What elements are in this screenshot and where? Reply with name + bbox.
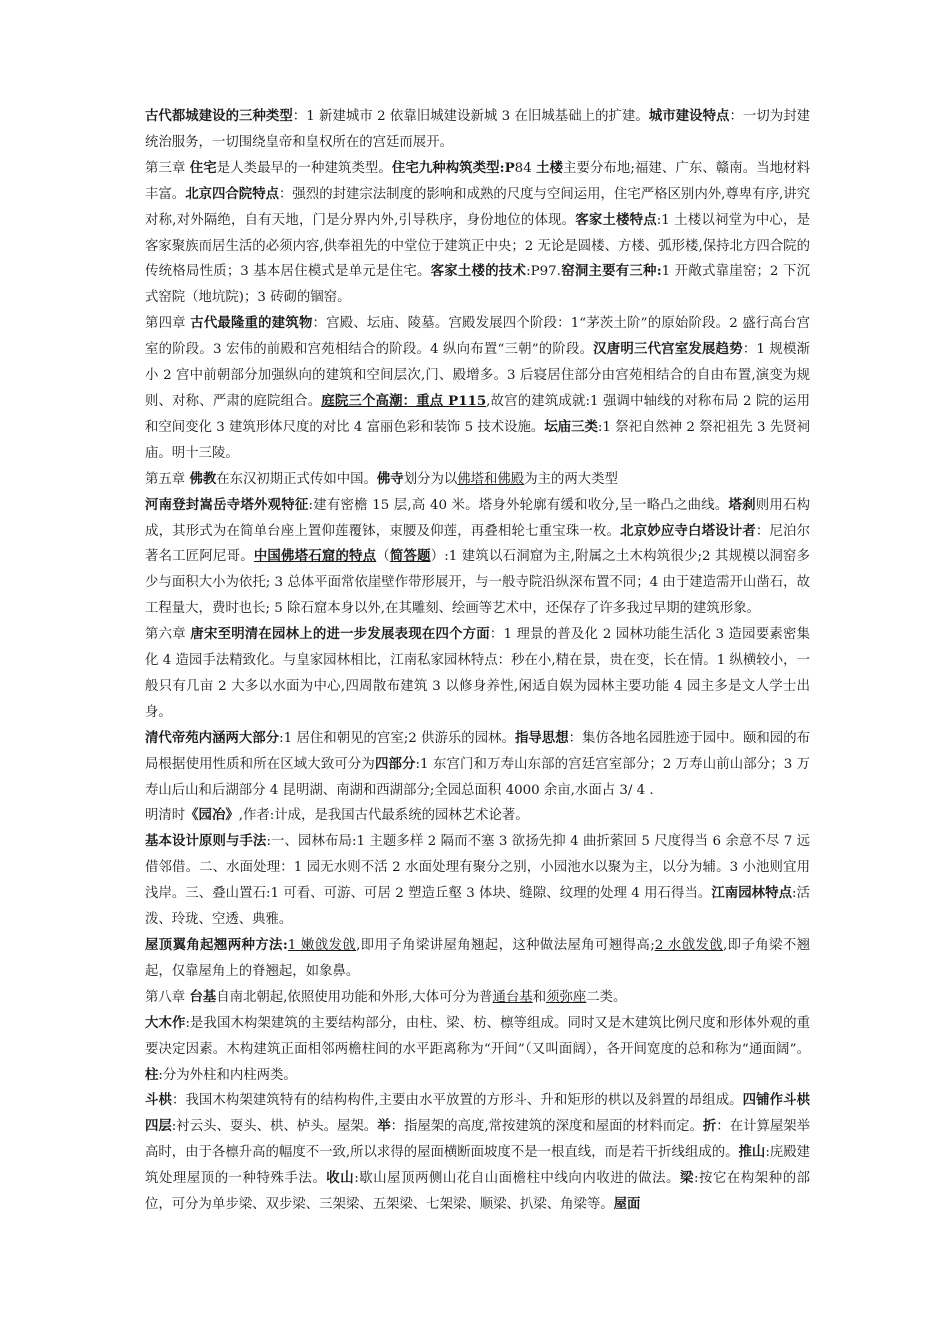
text-run: 第六章	[145, 627, 191, 643]
text-run: 和	[532, 989, 547, 1005]
text-run: 明清时	[145, 808, 186, 824]
text-run: :按它在构架种的部位，可分为单步梁、双步梁、三架梁、五架梁、七架梁、顺梁、扒梁、角梁等。	[145, 1171, 811, 1213]
bold-term: 基本设计原则与手法	[145, 833, 267, 850]
bold-term: 住宅	[189, 159, 217, 176]
text-run: 第四章	[145, 316, 191, 332]
text-run: 在东汉初期正式传如中国。	[216, 471, 377, 487]
text-run: :1 东宫门和万寿山东部的宫廷宫室部分；2 万寿山前山部分；3 万寿山后山和后湖部分 4 昆明湖、南湖和西湖部分;全园总面积 4000 余亩,水面占 3/ 4 .	[145, 756, 811, 798]
text-run: 须弥座	[546, 989, 587, 1005]
bold-term: 柱	[145, 1066, 159, 1083]
text-run: 84	[514, 160, 537, 176]
bold-term: 屋顶翼角起翘两种方法:	[145, 937, 288, 953]
text-run: 1 开敞式靠崖窑；2 下沉式窑院（地坑院)；3 砖砌的锢窑。	[145, 264, 810, 306]
bold-term: 河南登封嵩岳寺塔外观特征	[145, 496, 309, 513]
text-run: ：宫殿、坛庙、陵墓。宫殿发展四个阶段：1“茅茨土阶”的原始阶段。2 盛行高台宫室的阶段。3 宏伟的前殿和宫苑相结合的阶段。4 纵向布置“三朝”的阶段。	[145, 316, 810, 358]
bold-term: 《园冶》	[185, 807, 239, 824]
text-run: ：1 理景的普及化 2 园林功能生活化 3 造园要素密集化 4 造园手法精致化。与皇家园林相比，江南私家园林特点：秒在小,精在景，贵在变，长在情。1 纵横较小，一般只有几亩 2 大多以水面为中心,四周散布建筑 3 以修身养性,闲适自娱为园林主要功能 4 园主多是文人学士出身。	[145, 627, 811, 720]
bold-term: 指导思想	[514, 729, 569, 746]
bold-term: 推山	[738, 1144, 766, 1161]
bold-term: 北京妙应寺白塔设计者	[620, 522, 756, 539]
bold-term: 窑洞主要有三种:	[560, 263, 662, 280]
bold-term: 收山	[326, 1170, 355, 1187]
text-run: :1 祭祀自然神 2 祭祀祖先 3 先贤祠庙。明十三陵。	[145, 419, 810, 461]
paragraph	[145, 622, 810, 726]
text-run: :庑殿建筑处理屋顶的一种特殊手法。	[145, 1145, 811, 1187]
bold-term: 斗栱	[145, 1092, 172, 1109]
bold-term: 古代最隆重的建筑物	[190, 315, 313, 332]
text-run: ）:1 建筑以石洞窟为主,附属之土木构筑很少;2 其规模以洞窑多少与面积大小为依托; 3 总体平面常依崖壁作带形展开，与一般寺院沿纵深布置不同；4 由于建造需开山凿石，故工程量大，费时也长; 5 除石窟本身以外,在其雕刻、绘画等艺术中，还保存了许多我过早期的建筑形象。	[145, 549, 811, 617]
paragraph	[145, 726, 810, 804]
bold-term: 举	[377, 1118, 391, 1135]
bold-term: 佛寺	[376, 470, 404, 487]
bold-term: 城市建设特点	[648, 108, 730, 124]
text-run: 主要分布地;福建、广东、赣南。当地材料丰富。	[145, 160, 811, 202]
paragraph	[145, 1011, 810, 1089]
text-run: 第八章	[145, 989, 190, 1005]
text-run: :1 土楼以祠堂为中心，是客家聚族而居生活的必须内容,供奉祖先的中堂位于建筑正中央；2 无论是圆楼、方楼、弧形楼,保持北方四合院的传统格局性质；3 基本居住模式是单元是住宅。	[145, 212, 810, 280]
text-run: 佛塔和佛殿	[457, 471, 525, 487]
text-run: ：一切为封建统治服务，一切围绕皇帝和皇权所在的宫廷而展开。	[145, 109, 811, 150]
text-run: ：尼泊尔著名工匠阿尼哥。	[145, 523, 811, 565]
text-run: 是人类最早的一种建筑类型。	[216, 160, 392, 176]
text-run: :P97.	[526, 264, 561, 280]
text-run: :是我国木构架建筑的主要结构部分，由柱、梁、枋、檩等组成。同时又是木建筑比例尺度和形体外观的重要决定因素。木构建筑正面相邻两檐柱间的水平距离称为“开间”（又叫面阔），各开间宽度的总和称为“通面阔”。	[145, 1015, 811, 1057]
text-run: 二类。	[586, 989, 627, 1005]
text-run: :建有密檐 15 层,高 40 米。塔身外轮廓有缓和收分,呈一略凸之曲线。	[308, 497, 729, 513]
text-run: ：集仿各地名园胜迹于园中。颐和园的布局根据使用性质和所在区域大致可分为	[145, 730, 811, 772]
text-run: ：我国木构架建筑特有的结构构件,主要由水平放置的方形斗、升和矩形的栱以及斜置的昂组成。	[171, 1093, 743, 1109]
bold-term: 清代帝苑内涵两大部分	[145, 729, 280, 746]
text-run: 第五章	[145, 471, 190, 487]
text-run: ,作者:计成，是我国古代最系统的园林艺术论著。	[238, 808, 529, 824]
bold-term: 梁	[680, 1170, 694, 1187]
bold-term: 屋面	[613, 1196, 641, 1213]
bold-term: 土楼	[536, 159, 564, 176]
bold-term: 唐宋至明清在园林上的进一步发展表现在四个方面	[190, 626, 490, 643]
bold-term: 四铺作斗栱四层	[145, 1092, 810, 1135]
document-body	[145, 104, 810, 1218]
paragraph	[145, 104, 810, 156]
text-run: 为主的两大类型	[524, 471, 618, 487]
text-run: :活泼、玲珑、空透、典雅。	[145, 886, 810, 928]
paragraph	[145, 829, 810, 933]
bold-term: 住宅九种构筑类型:P	[391, 159, 515, 176]
text-run: 自南北朝起,依照使用功能和外形,大体可分为普	[216, 989, 493, 1005]
text-run: :衬云头、耍头、栱、栌头。屋架。	[171, 1119, 378, 1135]
bold-term: 佛教	[189, 470, 217, 487]
text-run: ：1 新建城市 2 依靠旧城建设新城 3 在旧城基础上的扩建。	[292, 109, 649, 124]
bold-term: 客家土楼的技术	[430, 263, 527, 280]
paragraph	[145, 1088, 810, 1218]
text-run: ：强烈的封建宗法制度的影响和成熟的尺度与空间运用，住宅严格区别内外,尊卑有序,讲究对称,对外隔绝，自有天地，门是分界内外,引导秩序，身份地位的体现。	[145, 186, 811, 228]
text-run: ,即用子角梁讲屋角翘起，这种做法屋角可翘得高;	[356, 938, 655, 953]
bold-term: 坛庙三类	[544, 418, 598, 435]
paragraph	[145, 467, 810, 493]
text-run: :一、园林布局:1 主题多样 2 隔而不塞 3 欲扬先抑 4 曲折萦回 5 尺度得当 6 余意不尽 7 远借邻借。二、水面处理：1 园无水则不活 2 水面处理有聚分之别，小园池水以聚为主，以分为辅。3 小池则宜用浅岸。三、叠山置石:1 可看、可游、可居 2 塑造丘壑 3 体块、缝隙、纹理的处理 4 用石得当。	[145, 834, 811, 902]
text-run: ,即子角梁不翘起，仅靠屋角上的脊翘起，如象鼻。	[145, 938, 810, 979]
text-run: 则用石构成，其形式为在简单台座上置仰莲覆钵，束腰及仰莲，再叠相轮七重宝珠一枚。	[145, 497, 811, 539]
bold-term: 大木作	[145, 1014, 186, 1031]
paragraph	[145, 803, 810, 829]
bold-term: 庭院三个高潮：重点 P115	[321, 392, 487, 409]
text-run: 第三章	[145, 160, 190, 176]
text-run: 划分为以	[403, 471, 458, 487]
text-run: ：指屋架的高度,常按建筑的深度和屋面的材料而定。	[390, 1119, 703, 1135]
bold-term: 北京四合院特点	[185, 185, 279, 202]
text-run: :1 居住和朝见的宫室;2 供游乐的园林。	[279, 730, 515, 746]
text-run: ：1 规模渐小 2 宫中前朝部分加强纵向的建筑和空间层次,门、殿增多。3 后寝居住部分由宫苑相结合的自由布置,演变为规则、对称、严肃的庭院组合。	[145, 342, 810, 409]
text-run: 通台基	[492, 989, 533, 1005]
bold-term: 江南园林特点	[711, 885, 793, 902]
text-run: 1 嫩戗发戗	[287, 938, 357, 953]
bold-term: 简答题	[389, 548, 431, 565]
bold-term: 台基	[189, 988, 217, 1005]
text-run: 2 水戗发戗	[654, 938, 724, 953]
paragraph	[145, 156, 810, 311]
bold-term: 塔刹	[728, 496, 756, 513]
text-run: （	[376, 549, 390, 565]
text-run: ：在计算屋架举高时，由于各檩升高的幅度不一致,所以求得的屋面横断面坡度不是一根直线，而是若干折线组成的。	[145, 1119, 811, 1161]
paragraph	[145, 311, 810, 466]
bold-term: 汉唐明三代宫室发展趋势	[593, 341, 743, 358]
paragraph	[145, 985, 810, 1011]
bold-term: 四部分	[374, 755, 416, 772]
text-run: :歇山屋顶两侧山花自山面檐柱中线向内收进的做法。	[354, 1171, 680, 1187]
bold-term: 客家土楼特点	[575, 211, 657, 228]
paragraph	[145, 933, 810, 985]
bold-term: 古代都城建设的三种类型	[145, 108, 293, 124]
bold-term: 中国佛塔石窟的特点	[253, 548, 377, 565]
text-run: ,故宫的建筑成就:1 强调中轴线的对称布局 2 院的运用和空间变化 3 建筑形体尺度的对比 4 富丽色彩和装饰 5 技术设施。	[145, 393, 811, 435]
bold-term: 折	[702, 1118, 717, 1135]
text-run: :分为外柱和内柱两类。	[158, 1067, 297, 1083]
paragraph	[145, 493, 810, 623]
